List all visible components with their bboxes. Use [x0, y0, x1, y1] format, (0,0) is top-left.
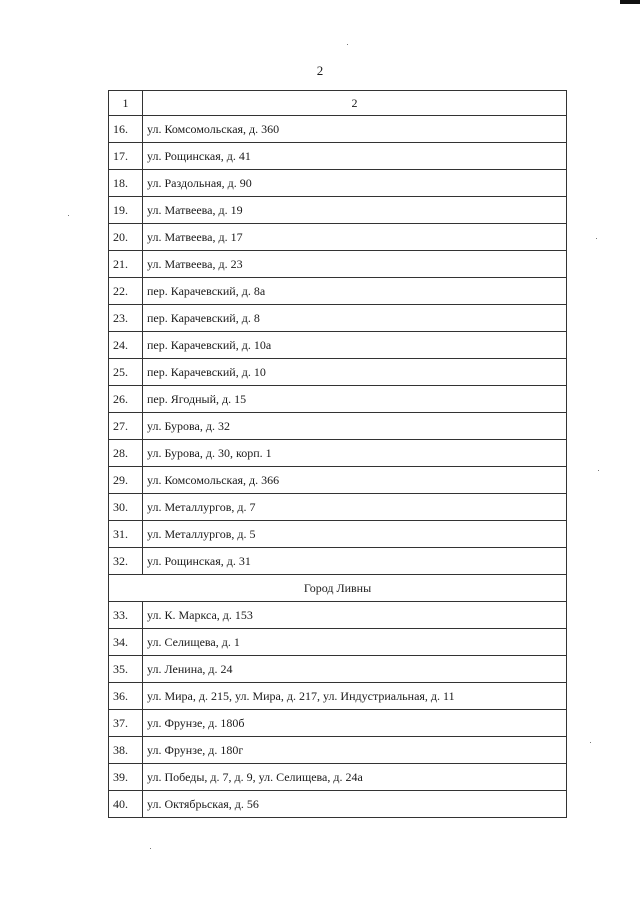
table-header-row [109, 91, 567, 116]
table-row [109, 386, 567, 413]
address-table [108, 90, 567, 818]
table-row [109, 197, 567, 224]
table-row [109, 737, 567, 764]
row-number: 17. [109, 143, 143, 170]
table-row [109, 710, 567, 737]
row-address: ул. Победы, д. 7, д. 9, ул. Селищева, д. 24а [143, 764, 567, 791]
row-address: ул. Матвеева, д. 19 [143, 197, 567, 224]
row-number: 23. [109, 305, 143, 332]
table-row [109, 629, 567, 656]
table-row [109, 251, 567, 278]
row-number: 34. [109, 629, 143, 656]
row-number: 32. [109, 548, 143, 575]
row-address: ул. Ленина, д. 24 [143, 656, 567, 683]
row-number: 30. [109, 494, 143, 521]
row-address: ул. Металлургов, д. 7 [143, 494, 567, 521]
row-address: ул. Селищева, д. 1 [143, 629, 567, 656]
row-number: 39. [109, 764, 143, 791]
section-heading-row [109, 575, 567, 602]
section-title: Город Ливны [109, 575, 567, 602]
row-address: ул. Рощинская, д. 31 [143, 548, 567, 575]
table-row [109, 413, 567, 440]
row-number: 28. [109, 440, 143, 467]
row-address: пер. Карачевский, д. 10 [143, 359, 567, 386]
row-address: пер. Карачевский, д. 8 [143, 305, 567, 332]
row-address: ул. Фрунзе, д. 180г [143, 737, 567, 764]
table-row [109, 224, 567, 251]
table-row [109, 278, 567, 305]
row-number: 37. [109, 710, 143, 737]
table-row [109, 143, 567, 170]
row-address: пер. Карачевский, д. 8а [143, 278, 567, 305]
table-row [109, 116, 567, 143]
table-row [109, 332, 567, 359]
table-row [109, 521, 567, 548]
table-row [109, 602, 567, 629]
row-address: ул. Матвеева, д. 23 [143, 251, 567, 278]
row-address: ул. Октябрьская, д. 56 [143, 791, 567, 818]
row-address: ул. Комсомольская, д. 360 [143, 116, 567, 143]
table-row [109, 305, 567, 332]
table-row [109, 494, 567, 521]
row-number: 29. [109, 467, 143, 494]
row-address: ул. Бурова, д. 30, корп. 1 [143, 440, 567, 467]
row-address: ул. Комсомольская, д. 366 [143, 467, 567, 494]
row-number: 38. [109, 737, 143, 764]
row-address: пер. Ягодный, д. 15 [143, 386, 567, 413]
table-row [109, 359, 567, 386]
table-row [109, 170, 567, 197]
row-number: 19. [109, 197, 143, 224]
scan-speck [150, 848, 151, 849]
header-col-address: 2 [143, 91, 567, 116]
table-row [109, 791, 567, 818]
row-number: 40. [109, 791, 143, 818]
row-number: 35. [109, 656, 143, 683]
table-row [109, 467, 567, 494]
header-col-number: 1 [109, 91, 143, 116]
row-address: ул. Металлургов, д. 5 [143, 521, 567, 548]
table-row [109, 548, 567, 575]
row-address: ул. Бурова, д. 32 [143, 413, 567, 440]
row-address: ул. Мира, д. 215, ул. Мира, д. 217, ул. Индустриальная, д. 11 [143, 683, 567, 710]
row-number: 31. [109, 521, 143, 548]
page-number: 2 [316, 63, 324, 78]
scan-corner-mark [620, 0, 640, 4]
row-number: 26. [109, 386, 143, 413]
row-address: ул. К. Маркса, д. 153 [143, 602, 567, 629]
table-row [109, 656, 567, 683]
row-address: ул. Фрунзе, д. 180б [143, 710, 567, 737]
row-address: ул. Раздольная, д. 90 [143, 170, 567, 197]
scan-speck [347, 44, 348, 45]
row-number: 24. [109, 332, 143, 359]
address-table-body [109, 91, 567, 818]
row-number: 21. [109, 251, 143, 278]
row-number: 36. [109, 683, 143, 710]
table-row [109, 683, 567, 710]
row-address: пер. Карачевский, д. 10а [143, 332, 567, 359]
scan-speck [590, 742, 591, 743]
table-row [109, 440, 567, 467]
row-number: 27. [109, 413, 143, 440]
table-row [109, 764, 567, 791]
row-number: 22. [109, 278, 143, 305]
row-address: ул. Рощинская, д. 41 [143, 143, 567, 170]
row-number: 20. [109, 224, 143, 251]
row-number: 33. [109, 602, 143, 629]
scan-speck [596, 238, 597, 239]
row-number: 16. [109, 116, 143, 143]
scan-speck [68, 215, 69, 216]
row-address: ул. Матвеева, д. 17 [143, 224, 567, 251]
row-number: 25. [109, 359, 143, 386]
row-number: 18. [109, 170, 143, 197]
scan-speck [598, 470, 599, 471]
